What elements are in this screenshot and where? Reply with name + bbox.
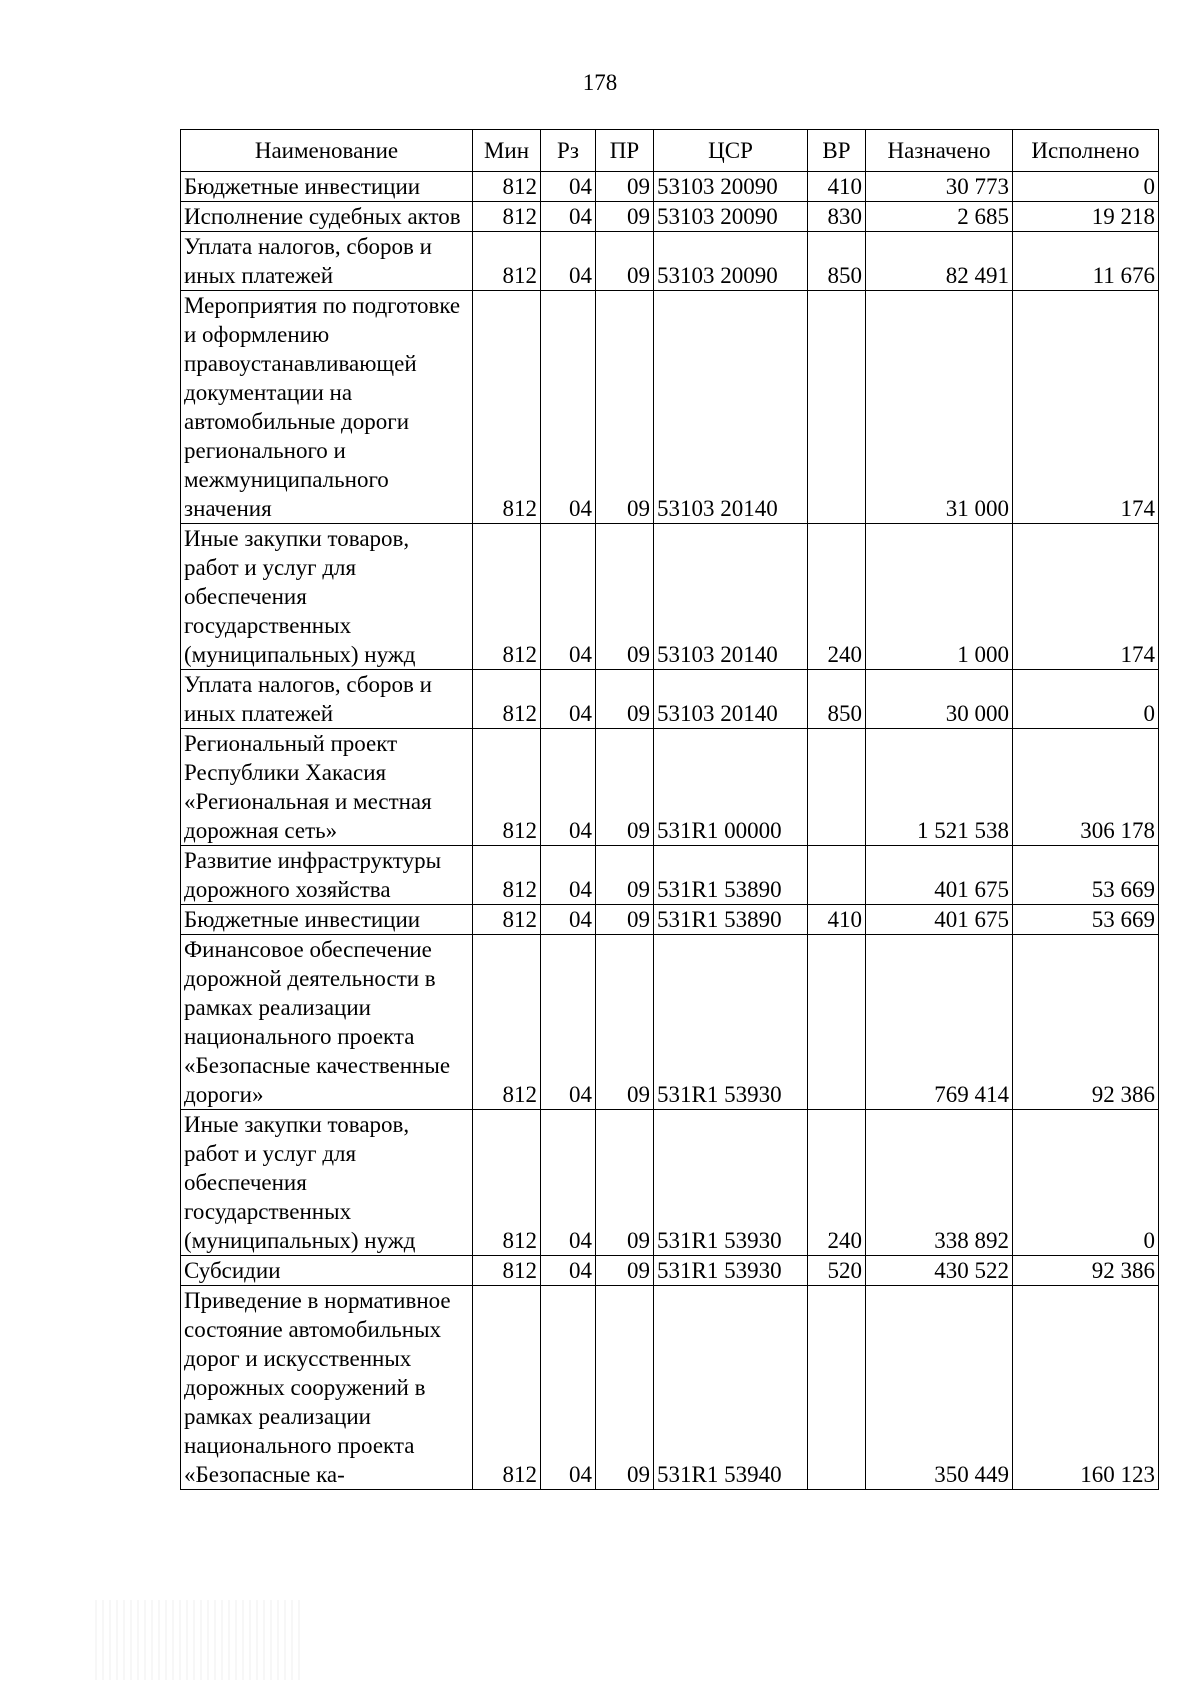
cell-min: 812: [473, 1110, 541, 1256]
cell-csr: 53103 20140: [654, 524, 808, 670]
cell-pr: 09: [596, 291, 654, 524]
cell-rz: 04: [541, 846, 596, 905]
page-number: 178: [582, 70, 618, 95]
cell-rz: 04: [541, 524, 596, 670]
cell-min: 812: [473, 524, 541, 670]
cell-executed: 92 386: [1013, 935, 1159, 1110]
cell-rz: 04: [541, 935, 596, 1110]
cell-assigned: 769 414: [866, 935, 1013, 1110]
cell-csr: 531R1 53930: [654, 935, 808, 1110]
cell-rz: 04: [541, 1256, 596, 1286]
table-row: [181, 1110, 1159, 1256]
cell-csr: 531R1 53930: [654, 1256, 808, 1286]
cell-executed: 19 218: [1013, 202, 1159, 232]
cell-pr: 09: [596, 172, 654, 202]
cell-assigned: 350 449: [866, 1286, 1013, 1490]
cell-vr: 240: [808, 1110, 866, 1256]
cell-vr: 830: [808, 202, 866, 232]
header-assigned: Назначено: [866, 130, 1013, 172]
cell-rz: 04: [541, 1110, 596, 1256]
cell-name: Бюджетные инвестиции: [181, 905, 473, 935]
table-row: [181, 202, 1159, 232]
cell-rz: 04: [541, 905, 596, 935]
table-row: [181, 670, 1159, 729]
cell-assigned: 30 773: [866, 172, 1013, 202]
header-min: Мин: [473, 130, 541, 172]
cell-name: Мероприятия по подготовке и оформлению правоустанавливающей документации на автомобильные дороги регионального и межмуниципального значения: [181, 291, 473, 524]
cell-executed: 0: [1013, 172, 1159, 202]
cell-assigned: 1 521 538: [866, 729, 1013, 846]
cell-csr: 531R1 53890: [654, 905, 808, 935]
cell-csr: 53103 20140: [654, 670, 808, 729]
cell-vr: [808, 935, 866, 1110]
cell-vr: 410: [808, 172, 866, 202]
table-row: [181, 232, 1159, 291]
cell-name: Развитие инфраструктуры дорожного хозяйства: [181, 846, 473, 905]
table-row: [181, 905, 1159, 935]
table-row: [181, 935, 1159, 1110]
cell-min: 812: [473, 232, 541, 291]
cell-assigned: 82 491: [866, 232, 1013, 291]
cell-pr: 09: [596, 935, 654, 1110]
cell-csr: 531R1 53930: [654, 1110, 808, 1256]
cell-assigned: 2 685: [866, 202, 1013, 232]
cell-min: 812: [473, 846, 541, 905]
cell-executed: 0: [1013, 1110, 1159, 1256]
cell-rz: 04: [541, 670, 596, 729]
cell-pr: 09: [596, 846, 654, 905]
table-row: [181, 846, 1159, 905]
cell-name: Иные закупки товаров, работ и услуг для обеспечения государственных (муниципальных) нужд: [181, 524, 473, 670]
table-row: [181, 172, 1159, 202]
cell-vr: 850: [808, 670, 866, 729]
cell-min: 812: [473, 935, 541, 1110]
cell-name: Субсидии: [181, 1256, 473, 1286]
cell-vr: 410: [808, 905, 866, 935]
cell-vr: 240: [808, 524, 866, 670]
cell-min: 812: [473, 729, 541, 846]
cell-csr: 53103 20090: [654, 172, 808, 202]
cell-name: Иные закупки товаров, работ и услуг для обеспечения государственных (муниципальных) нужд: [181, 1110, 473, 1256]
cell-min: 812: [473, 905, 541, 935]
cell-name: Уплата налогов, сборов и иных платежей: [181, 670, 473, 729]
cell-name: Уплата налогов, сборов и иных платежей: [181, 232, 473, 291]
cell-min: 812: [473, 202, 541, 232]
cell-csr: 531R1 53940: [654, 1286, 808, 1490]
cell-assigned: 430 522: [866, 1256, 1013, 1286]
header-name: Наименование: [181, 130, 473, 172]
cell-pr: 09: [596, 1110, 654, 1256]
table-row: [181, 291, 1159, 524]
cell-csr: 53103 20090: [654, 232, 808, 291]
cell-min: 812: [473, 670, 541, 729]
cell-name: Бюджетные инвестиции: [181, 172, 473, 202]
table-row: [181, 1286, 1159, 1490]
cell-rz: 04: [541, 172, 596, 202]
table-body: [181, 172, 1159, 1490]
cell-vr: [808, 846, 866, 905]
cell-executed: 53 669: [1013, 846, 1159, 905]
cell-min: 812: [473, 291, 541, 524]
cell-vr: [808, 1286, 866, 1490]
cell-name: Финансовое обеспечение дорожной деятельности в рамках реализации национального проекта «Безопасные качественные дороги»: [181, 935, 473, 1110]
cell-assigned: 338 892: [866, 1110, 1013, 1256]
budget-table: [180, 129, 1159, 1490]
cell-min: 812: [473, 172, 541, 202]
cell-csr: 53103 20090: [654, 202, 808, 232]
cell-vr: [808, 291, 866, 524]
cell-name: Исполнение судебных актов: [181, 202, 473, 232]
header-executed: Исполнено: [1013, 130, 1159, 172]
cell-pr: 09: [596, 524, 654, 670]
cell-csr: 53103 20140: [654, 291, 808, 524]
cell-csr: 531R1 00000: [654, 729, 808, 846]
cell-executed: 0: [1013, 670, 1159, 729]
header-vr: ВР: [808, 130, 866, 172]
cell-pr: 09: [596, 729, 654, 846]
cell-vr: [808, 729, 866, 846]
header-rz: Рз: [541, 130, 596, 172]
cell-name: Региональный проект Республики Хакасия «Региональная и местная дорожная сеть»: [181, 729, 473, 846]
cell-rz: 04: [541, 291, 596, 524]
cell-executed: 92 386: [1013, 1256, 1159, 1286]
cell-name: Приведение в нормативное состояние автомобильных дорог и искусственных дорожных сооружений в рамках реализации национального проекта «Безопасные ка-: [181, 1286, 473, 1490]
header-csr: ЦСР: [654, 130, 808, 172]
cell-vr: 850: [808, 232, 866, 291]
cell-executed: 174: [1013, 291, 1159, 524]
cell-pr: 09: [596, 232, 654, 291]
cell-executed: 53 669: [1013, 905, 1159, 935]
cell-assigned: 31 000: [866, 291, 1013, 524]
cell-executed: 160 123: [1013, 1286, 1159, 1490]
cell-pr: 09: [596, 905, 654, 935]
cell-assigned: 401 675: [866, 905, 1013, 935]
cell-assigned: 401 675: [866, 846, 1013, 905]
scan-smudge: [95, 1600, 305, 1680]
cell-assigned: 1 000: [866, 524, 1013, 670]
cell-rz: 04: [541, 1286, 596, 1490]
table-row: [181, 1256, 1159, 1286]
cell-pr: 09: [596, 202, 654, 232]
cell-executed: 306 178: [1013, 729, 1159, 846]
cell-min: 812: [473, 1286, 541, 1490]
header-pr: ПР: [596, 130, 654, 172]
cell-assigned: 30 000: [866, 670, 1013, 729]
cell-executed: 174: [1013, 524, 1159, 670]
cell-rz: 04: [541, 202, 596, 232]
cell-pr: 09: [596, 670, 654, 729]
cell-rz: 04: [541, 729, 596, 846]
table-header-row: [181, 130, 1159, 172]
cell-rz: 04: [541, 232, 596, 291]
cell-min: 812: [473, 1256, 541, 1286]
cell-pr: 09: [596, 1286, 654, 1490]
cell-vr: 520: [808, 1256, 866, 1286]
cell-executed: 11 676: [1013, 232, 1159, 291]
table-row: [181, 729, 1159, 846]
cell-pr: 09: [596, 1256, 654, 1286]
table-row: [181, 524, 1159, 670]
cell-csr: 531R1 53890: [654, 846, 808, 905]
